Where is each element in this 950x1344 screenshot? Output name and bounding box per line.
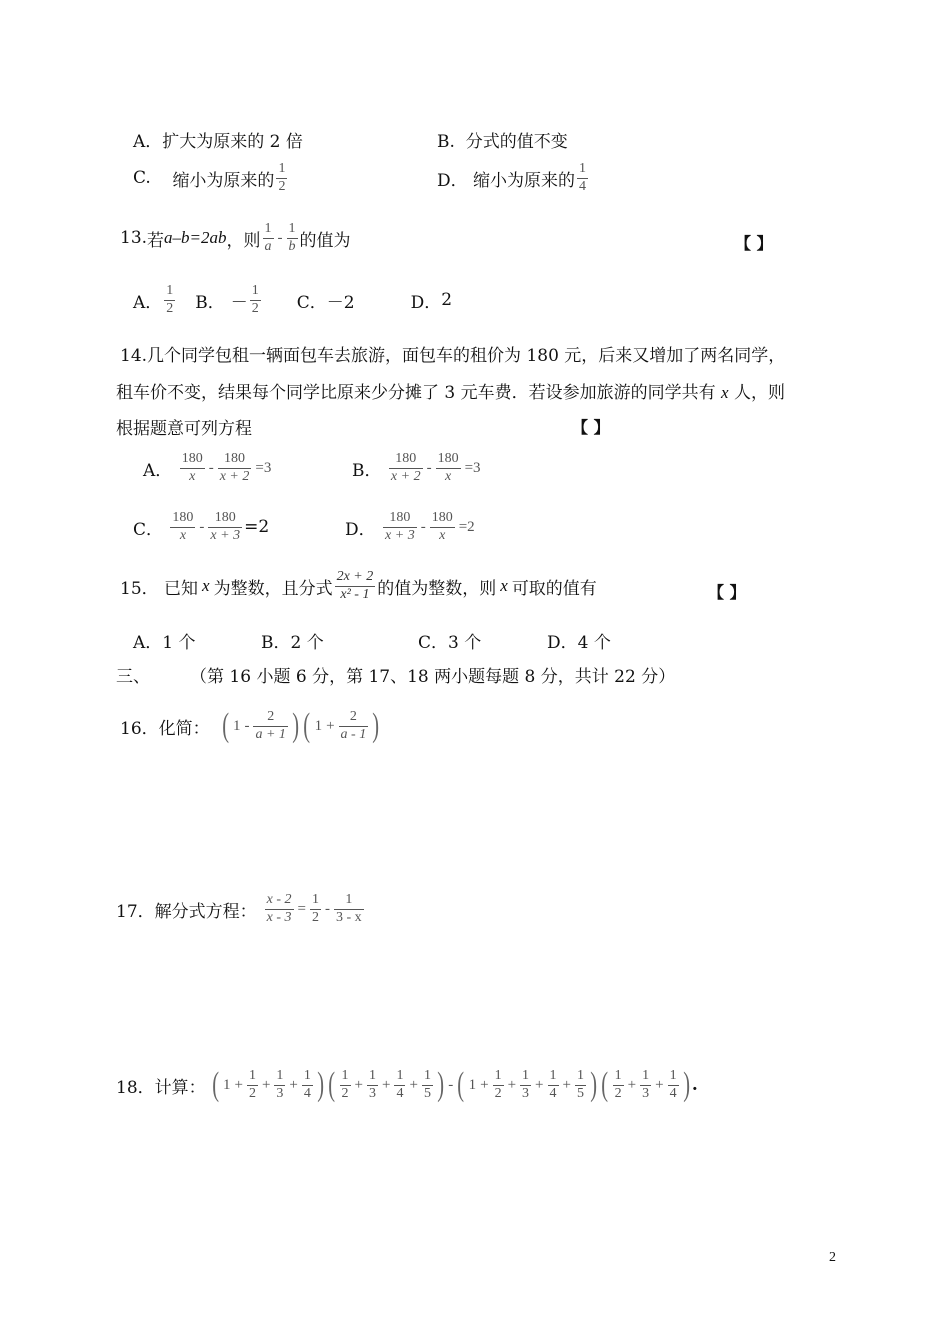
q14-option-b: B． $\frac{180}{x + 2}$ - $\frac{180}{x}$ =3 [352, 451, 481, 484]
q13-answer-bracket[interactable]: 【 】 [735, 234, 773, 253]
q17: 17．解分式方程： $\frac{x - 2}{x - 3}$ = $\frac{1}{2}$ - $\frac{1}{3 - x}$ [116, 892, 362, 925]
fraction: $\frac{1}{4}$ [579, 161, 587, 194]
section-heading: 三、 （第 16 小题 6 分，第 17、18 两小题每题 8 分，共计 22 分） [116, 667, 676, 687]
fraction: $\frac{1}{2}$ [278, 161, 286, 194]
q16: 16．化简： ( 1 - $\frac{2}{a + 1}$ ) ( 1 + $\frac{2}{a - 1}$ ) [120, 707, 380, 744]
q14-answer-bracket[interactable]: 【 】 [572, 418, 610, 437]
q12-option-a: A．扩大为原来的 2 倍 [133, 132, 303, 152]
q15-option-b: B．2 个 [261, 633, 324, 653]
q15-answer-bracket[interactable]: 【 】 [708, 583, 746, 602]
q14-option-d: D． $\frac{180}{x + 3}$ - $\frac{180}{x}$ =2 [345, 510, 475, 543]
q14-option-a: A． $\frac{180}{x}$ - $\frac{180}{x + 2}$ =3 [143, 451, 272, 484]
q14-option-c: C． $\frac{180}{x}$ - $\frac{180}{x + 3}$ =2 [133, 510, 270, 543]
q15-option-d: D．4 个 [547, 633, 611, 653]
q15-option-c: C．3 个 [418, 633, 482, 653]
q14-line1: 14.几个同学包租一辆面包车去旅游，面包车的租价为 180 元，后来又增加了两名同学， [120, 346, 786, 366]
q13-stem: 13. 若 a–b=2ab ，则 $\frac{1}{a}$ - $\frac{1}{b}$ 的值为 [120, 221, 351, 254]
q18: 18．计算： ( 1 + $\frac{1}{2}$ + $\frac{1}{3}$ + $\frac{1}{4}$ ) ( $\frac{1}{2}$ + $\frac{1}{3}$ + $\frac{1}{4}$ + $\frac{1}{5}$ ) - ( 1 + $\frac{1}{2}$ + $\frac{1}{3}$ + $\frac{1}{4}$ + $\frac{1}{5}$ ) ( $\frac{1}{2}$ + $\frac{1}{3}$ + $\frac{1}{4}$ ) . [116, 1066, 698, 1103]
q12-option-b: B. 分式的值不变 [437, 132, 568, 152]
page-number: 2 [829, 1250, 836, 1265]
q14-line3: 根据题意可列方程 [116, 419, 252, 439]
q12-option-d: D． 缩小为原来的 $\frac{1}{4}$ [437, 161, 587, 194]
q13-options: A． $\frac{1}{2}$ B． － $\frac{1}{2}$ C． －2 D． 2 [133, 283, 453, 316]
q14-line2: 租车价不变，结果每个同学比原来少分摊了 3 元车费．若设参加旅游的同学共有 x 人，则 [116, 383, 785, 403]
q15-stem: 15． 已知 x 为整数，且分式 $\frac{2x + 2}{\text{x² - 1}}$ 的值为整数，则 x 可取的值有 [120, 569, 597, 602]
q12-option-c: C. 缩小为原来的 $\frac{1}{2}$ [133, 161, 286, 194]
q15-option-a: A．1 个 [133, 633, 196, 653]
